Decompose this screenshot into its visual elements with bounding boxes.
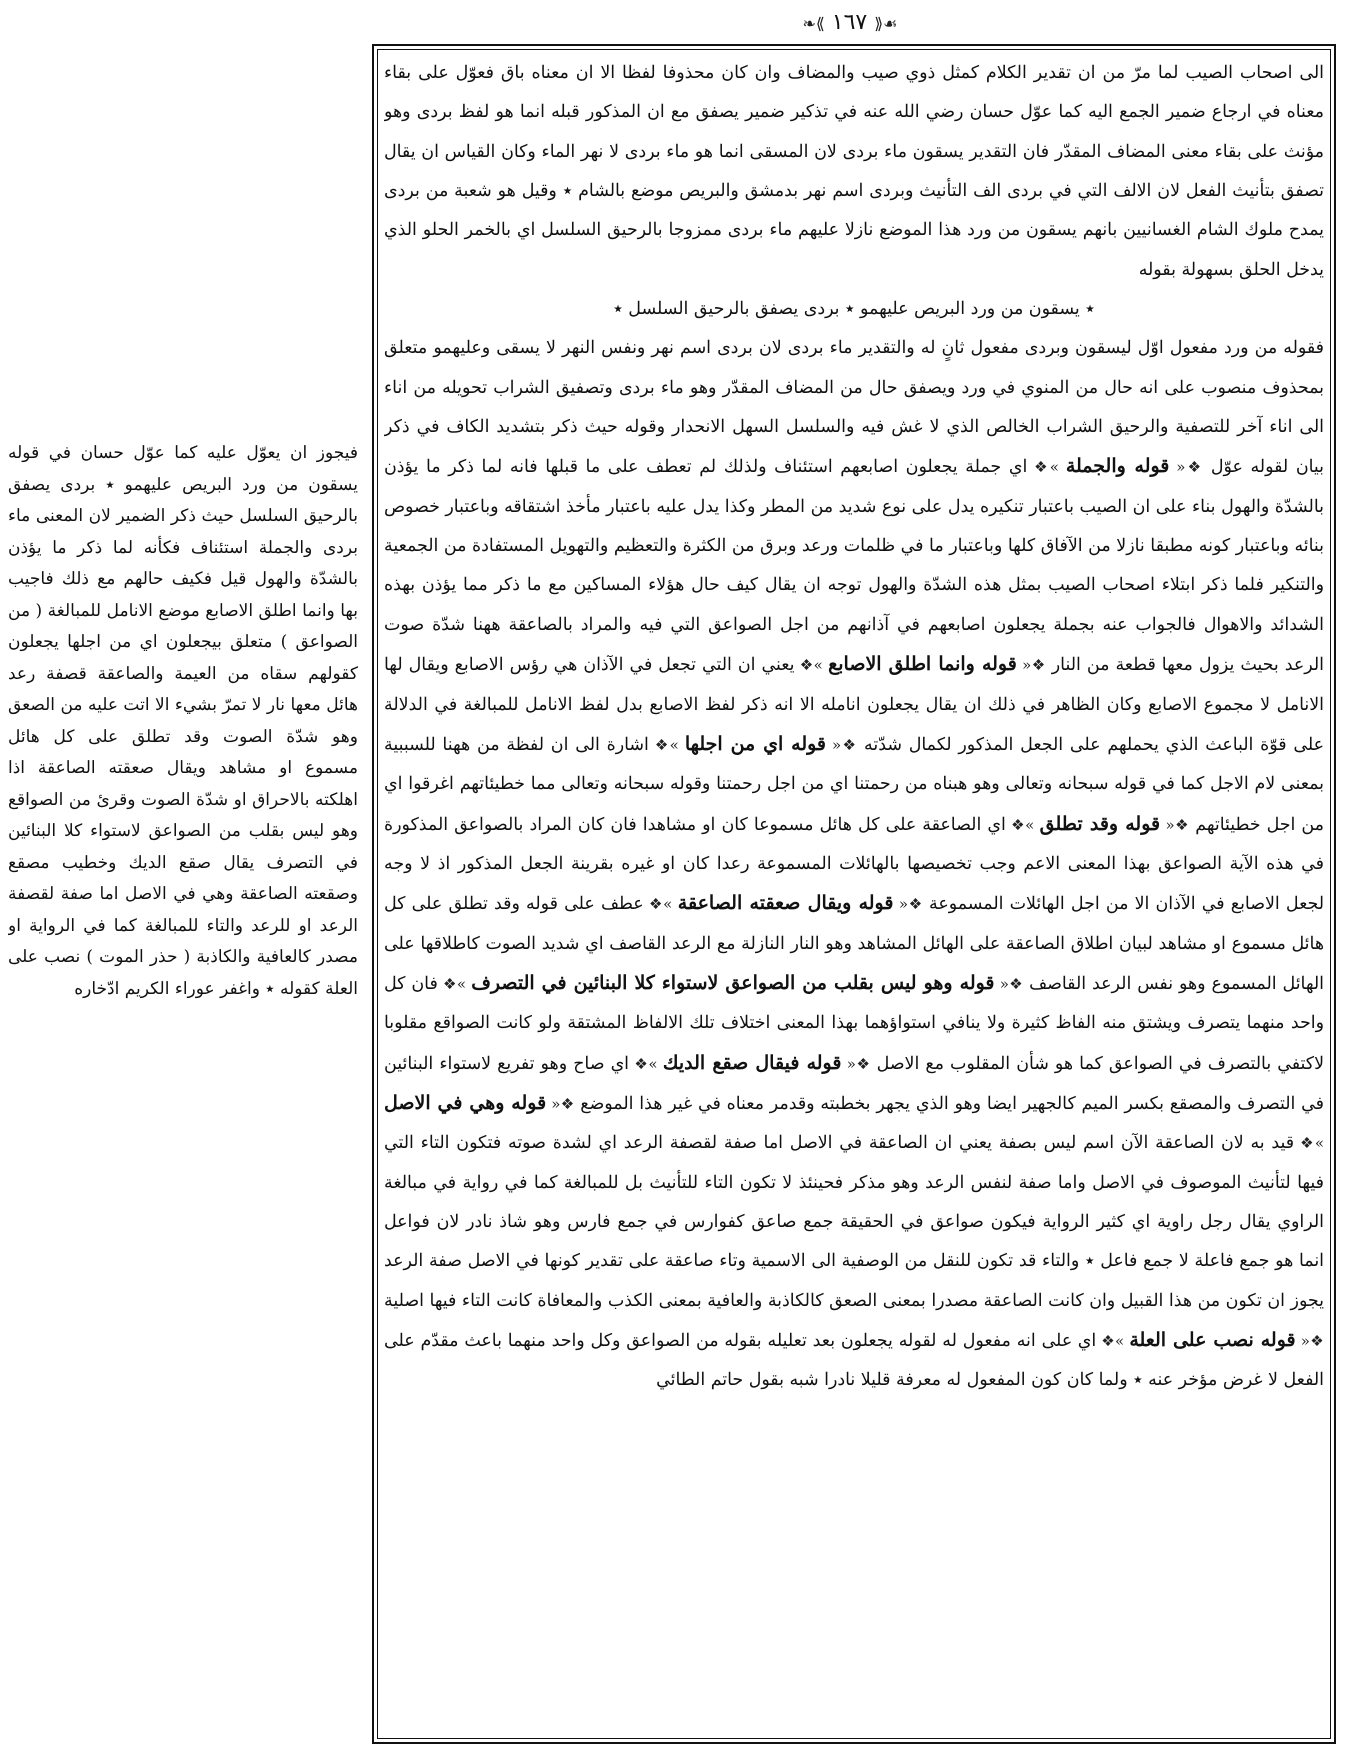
bracket-open-icon: ❖«	[1160, 815, 1190, 834]
bracket-open-icon: ❖«	[841, 1054, 871, 1073]
bracket-close-icon: »❖	[648, 735, 685, 754]
lemma-heading: قوله ويقال صعقته الصاعقة	[677, 892, 894, 915]
ornament-right-icon: ⟫☙	[874, 14, 898, 33]
lemma-heading: قوله وهو ليس بقلب من الصواعق لاستواء كلا البنائين في التصرف	[471, 971, 995, 994]
bracket-close-icon: »❖	[437, 974, 472, 993]
margin-base-text	[8, 438, 358, 1008]
bracket-open-icon: ❖«	[1295, 1332, 1324, 1350]
bracket-close-icon: »❖	[1005, 815, 1040, 834]
commentary-text: اي على انه مفعول له لقوله يجعلون بعد تعليله بقوله من الصواعق وكل واحد منهما باعث مقدّم على الفعل لا غرض مؤخر عنه ٭ ولما كان كون المفعول له معرفة قليلا نادرا شبه بقول حاتم الطائي	[384, 1331, 1324, 1391]
commentary-text: اي الصاعقة على كل هائل مسموعا كان او مشاهدا فان كان المراد بالصواعق المذكورة في هذه الآية الصواعق بهذا المعنى الاعم وجب تخصيصها بالهائلات المسموعة رعدا كان او غيره بقرينة الجعل المذكور اذ لا وجه لجعل الاصابع في الآذان الا من اجل الهائلات المسموعة	[384, 814, 1324, 915]
commentary-text: قيد به لان الصاعقة الآن اسم ليس بصفة يعني ان الصاعقة في الاصل اما صفة لقصفة الرعد اي لشدة صوته فتكون التاء التي فيها لتأنيث الموصوف في الاصل واما صفة لنفس الرعد وهو مذكر فحينئذ لا تكون التاء للتأنيث بل للمبالغة كما في رواية في مبالغة الراوي يقال رجل راوية اي كثير الرواية فيكون صواعق في الحقيقة جمع صاعق كفوارس في جمع فارس وهو شاذ نادر لان فواعل انما هو جمع فاعلة لا جمع فاعل ٭ والتاء قد تكون للنقل من الوصفية الى الاسمية وتاء صاعقة على تقدير كونها في الاصل صفة الرعد يجوز ان تكون من هذا القبيل وان كانت الصاعقة مصدرا بمعنى الصعق كالكاذبة والعافية بمعنى الكذب والمعافاة كانت التاء فيها اصلية	[384, 1133, 1324, 1311]
bracket-open-icon: ❖«	[1016, 656, 1046, 675]
lemma-heading: قوله اي من اجلها	[684, 732, 827, 755]
poetry-verse: ٭ يسقون من ورد البريص عليهمو ٭ بردى يصفق بالرحيق السلسل ٭	[613, 299, 1095, 320]
margin-paragraph: فيجوز ان يعوّل عليه كما عوّل حسان في قوله يسقون من ورد البريص عليهمو ٭ بردى يصفق بالرحيق السلسل حيث ذكر الضمير لان المعنى ماء بردى والجملة استئناف فكأنه لما ذكر ما يؤذن بالشدّة والهول قيل فكيف حالهم مع ذلك فاجيب بها وانما اطلق الاصابع موضع الانامل للمبالغة ( من الصواعق ) متعلق بيجعلون اي من اجلها يجعلون كقولهم سقاه من العيمة والصاعقة قصفة رعد هائل معها نار لا تمرّ بشيء الا اتت عليه من الصعق وهو شدّة الصوت وقد تطلق على كل هائل مسموع او مشاهد ويقال صعقته الصاعقة اذا اهلكته بالاحراق او شدّة الصوت وقرئ من الصواقع وهو ليس بقلب من الصواعق لاستواء كلا البنائين في التصرف يقال صقع الديك وخطيب مصقع وصقعته الصاعقة وهي في الاصل اما صفة لقصفة الرعد او للرعد والتاء للمبالغة كما في الرواية او مصدر كالعافية والكاذبة ( حذر الموت ) نصب على العلة كقوله ٭ واغفر عوراء الكريم ادّخاره	[8, 443, 358, 999]
bracket-open-icon: ❖«	[1169, 458, 1204, 477]
lemma-heading: قوله وهي في الاصل	[384, 1091, 547, 1114]
ornament-left-icon: ❧⟪	[802, 14, 825, 33]
commentary-text: عطف على قوله وقد تطلق على كل هائل مسموع او مشاهد لبيان اطلاق الصاعقة على الهائل المشاهد وهو النار النازلة مع الرعد القاصف اي شديد الصوت كاطلاقها على الهائل المسموع وهو نفس الرعد القاصف	[384, 894, 1324, 994]
commentary-paragraph	[384, 329, 1324, 1400]
commentary-text: اشارة الى ان لفظة من ههنا للسببية بمعنى لام الاجل كما في قوله سبحانه وتعالى وهو هبناه من رحمتنا اي من اجل رحمتنا وقوله سبحانه وتعالى مما خطيئاتهم اغرقوا اي من اجل خطيئاتهم	[384, 734, 1324, 835]
page-number	[780, 6, 920, 40]
bracket-close-icon: »❖	[629, 1054, 663, 1073]
bracket-close-icon: »❖	[643, 895, 678, 914]
main-commentary	[384, 54, 1324, 1734]
bracket-open-icon: ❖«	[826, 735, 858, 754]
bracket-close-icon: »❖	[1294, 1134, 1324, 1153]
commentary-text: اي صاح وهو تفريع لاستواء البنائين في التصرف والمصقع بكسر الميم كالجهير ايضا وهو الذي يجهر بخطبته وقدمر معناه في غير هذا الموضع	[384, 1053, 1324, 1114]
bracket-close-icon: »❖	[1027, 458, 1066, 477]
bracket-close-icon: »❖	[794, 656, 829, 675]
commentary-text: الى اصحاب الصيب لما مرّ من ان تقدير الكلام كمثل ذوي صيب والمضاف وان كان محذوفا لفظا الا ان معناه باق فعوّل على بقاء معناه في ارجاع ضمير الجمع اليه كما عوّل حسان رضي الله عنه في تذكير ضمير يصفق مع ان المذكور قبله انما هو لفظ بردى وهو مؤنث على بقاء معنى المضاف المقدّر فان التقدير يسقون ماء بردى لان المسقى انما هو ماء بردى لا نهر الماء وكان القياس ان يقال تصفق بتأنيث الفعل لان الالف التي في بردى الف التأنيث وبردى اسم نهر بدمشق والبريص موضع بالشام ٭ وقيل هو شعبة من بردى يمدح ملوك الشام الغسانيين بانهم يسقون من ورد هذا الموضع نازلا عليهم ماء بردى ممزوجا بالرحيق السلسل اي بالخمر الحلو الذي يدخل الحلق بسهولة بقوله	[384, 63, 1324, 280]
lemma-heading: قوله والجملة	[1065, 455, 1170, 478]
lemma-heading: قوله وانما اطلق الاصابع	[828, 653, 1017, 676]
bracket-open-icon: ❖«	[546, 1094, 575, 1113]
lemma-heading: قوله فيقال صقع الديك	[662, 1051, 842, 1074]
commentary-text: يعني ان التي تجعل في الآذان هي رؤس الاصابع ويقال لها الانامل لا مجموع الاصابع وكان الظاهر في ذلك ان يقال يجعلون انامله الا انه ذكر لفظ الاصابع بدل لفظ الانامل للمبالغة في الدلالة على قوّة الباعث الذي يحملهم على الجعل المذكور لكمال شدّته	[384, 655, 1324, 755]
commentary-text: فان كل واحد منهما يتصرف ويشتق منه الفاظ كثيرة ولا ينافي استواؤهما بهذا المعنى اختلاف تلك الالفاظ المشتقة ولو كانت الصواقع مقلوبا لاكتفي بالتصرف في الصواعق كما هو شأن المقلوب مع الاصل	[384, 973, 1324, 1074]
bracket-close-icon: »❖	[1096, 1332, 1130, 1350]
commentary-text: اي جملة يجعلون اصابعهم استئناف ولذلك لم تعطف على ما قبلها فانه لما ذكر ما يؤذن بالشدّة والهول بناء على ان الصيب باعتبار تنكيره يدل على نوع شديد من المطر وكذا يدل عليه باعتبار مأخذ اشتقاقه وباعتبار خصوص بنائه وباعتبار كونه مطبقا نازلا من الآفاق كلها وباعتبار ما في ظلمات ورعد وبرق من الكثرة والتعظيم والتهويل المستفادة من الجمعية والتنكير فلما ذكر ابتلاء اصحاب الصيب بمثل هذه الشدّة والهول توجه ان يقال كيف حال هؤلاء المساكين مع ما ذكر مما يؤذن بهذه الشدائد والاهوال فالجواب عنه بجملة يجعلون اصابعهم في آذانهم من اجل الصواعق التي فيه والمراد بالصاعقة ههنا شدّة صوت الرعد بحيث يزول معها قطعة من النار	[384, 457, 1324, 676]
lemma-heading: قوله وقد تطلق	[1039, 812, 1161, 835]
bracket-open-icon: ❖«	[994, 974, 1024, 993]
commentary-paragraph	[384, 54, 1324, 290]
bracket-open-icon: ❖«	[893, 895, 923, 914]
commentary-text: فقوله من ورد مفعول اوّل ليسقون وبردى مفعول ثانٍ له والتقدير ماء بردى لان بردى اسم نهر ونفس النهر لا يسقى وعليهمو متعلق بمحذوف منصوب على انه حال من المنوي في ورد ويصفق حال من المضاف المقدّر وهو ماء بردى وتصفيق الشراب تحويله من اناء الى اناء آخر للتصفية والرحيق الشراب الخالص الذي لا غش فيه والسلسل السهل الانحدار وقوله حيث ذكر بتشديد الكاف في ذكر بيان لقوله عوّل	[384, 338, 1324, 478]
page-number-text: ١٦٧	[831, 10, 868, 35]
lemma-heading: قوله نصب على العلة	[1129, 1329, 1296, 1351]
